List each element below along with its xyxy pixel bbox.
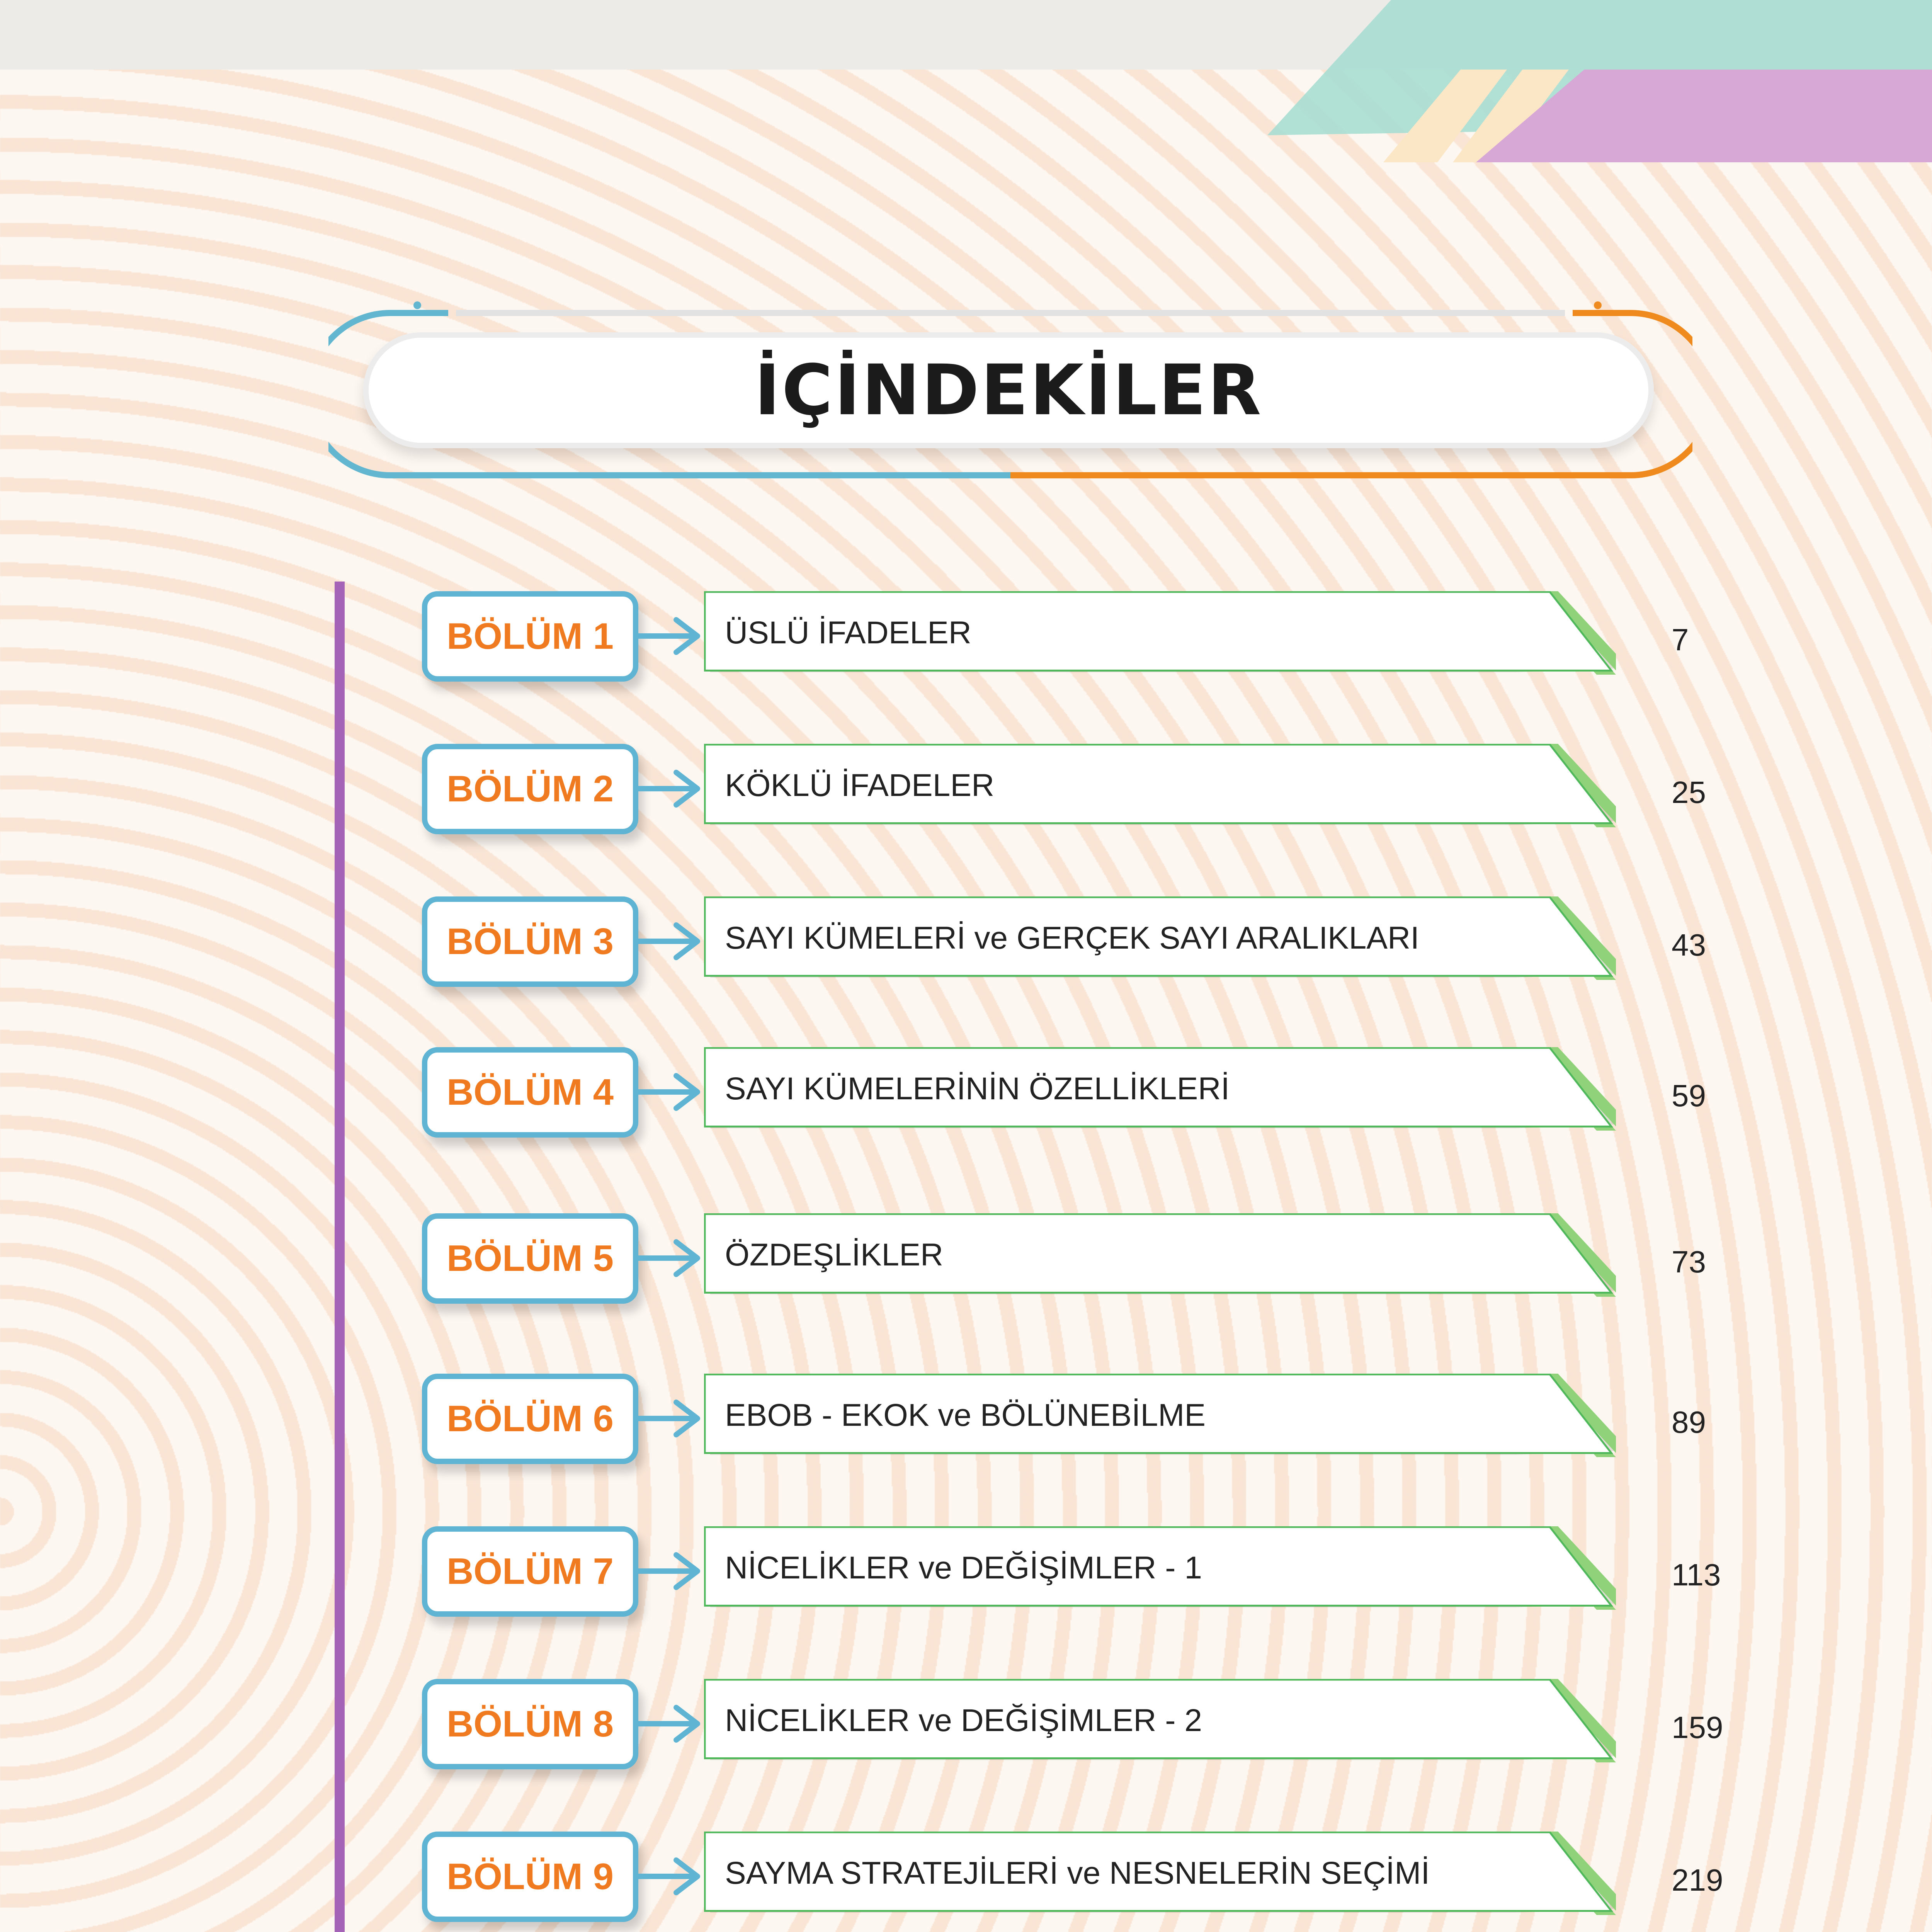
chapter-row[interactable] [0, 1679, 1932, 1776]
chapter-title: ÜSLÜ İFADELER [725, 615, 971, 650]
chapter-title: SAYI KÜMELERİ ve GERÇEK SAYI ARALIKLARI [725, 920, 1420, 956]
chapter-title-box[interactable] [704, 591, 1616, 675]
chapter-title: NİCELİKLER ve DEĞİŞİMLER - 1 [725, 1550, 1202, 1585]
chapter-title: NİCELİKLER ve DEĞİŞİMLER - 2 [725, 1703, 1202, 1738]
page-number: 25 [1672, 775, 1706, 810]
page-number: 43 [1672, 928, 1706, 962]
page-number: 59 [1672, 1078, 1706, 1113]
chapter-title-box[interactable] [704, 896, 1616, 980]
chapter-label: BÖLÜM 2 [422, 744, 638, 834]
chapter-title-box[interactable] [704, 1832, 1616, 1915]
chapter-label: BÖLÜM 3 [422, 896, 638, 987]
page-number: 73 [1672, 1245, 1706, 1279]
corner-decoration [1236, 0, 1932, 166]
chapter-row[interactable] [0, 1526, 1932, 1623]
chapter-row[interactable] [0, 1213, 1932, 1310]
chapter-title-box[interactable] [704, 1679, 1616, 1762]
chapter-title: SAYMA STRATEJİLERİ ve NESNELERİN SEÇİMİ [725, 1855, 1430, 1891]
arrow-right-icon [634, 769, 703, 808]
arrow-right-icon [634, 1857, 703, 1896]
chapter-label: BÖLÜM 8 [422, 1679, 638, 1769]
chapter-title: SAYI KÜMELERİNİN ÖZELLİKLERİ [725, 1071, 1230, 1106]
chapter-title-box[interactable] [704, 1213, 1616, 1297]
page-number: 219 [1672, 1863, 1723, 1897]
chapter-title: EBOB - EKOK ve BÖLÜNEBİLME [725, 1398, 1206, 1433]
chapter-label: BÖLÜM 7 [422, 1526, 638, 1617]
header [328, 301, 1692, 487]
arrow-right-icon [634, 1073, 703, 1111]
chapter-row[interactable] [0, 744, 1932, 840]
chapter-title-box[interactable] [704, 744, 1616, 827]
chapter-row[interactable] [0, 591, 1932, 688]
title-pill [363, 332, 1654, 448]
chapter-row[interactable] [0, 1374, 1932, 1470]
page-number: 159 [1672, 1710, 1723, 1745]
arrow-right-icon [634, 922, 703, 961]
arrow-right-icon [634, 617, 703, 655]
chapter-title-box[interactable] [704, 1047, 1616, 1131]
arrow-right-icon [634, 1399, 703, 1438]
page-number: 7 [1672, 622, 1689, 657]
chapter-title: ÖZDEŞLİKLER [725, 1237, 944, 1272]
page-title: İÇİNDEKİLER [754, 350, 1263, 431]
page-number: 89 [1672, 1405, 1706, 1439]
chapter-label: BÖLÜM 4 [422, 1047, 638, 1138]
chapter-label: BÖLÜM 9 [422, 1832, 638, 1922]
arrow-right-icon [634, 1552, 703, 1590]
chapter-row[interactable] [0, 1832, 1932, 1928]
chapter-label: BÖLÜM 6 [422, 1374, 638, 1464]
arrow-right-icon [634, 1239, 703, 1277]
page-number: 113 [1672, 1558, 1721, 1592]
chapter-title: KÖKLÜ İFADELER [725, 768, 995, 803]
chapter-title-box[interactable] [704, 1526, 1616, 1610]
chapter-title-box[interactable] [704, 1374, 1616, 1457]
chapter-label: BÖLÜM 1 [422, 591, 638, 682]
chapter-row[interactable] [0, 1047, 1932, 1144]
chapter-row[interactable] [0, 896, 1932, 993]
arrow-right-icon [634, 1704, 703, 1743]
chapter-label: BÖLÜM 5 [422, 1213, 638, 1304]
